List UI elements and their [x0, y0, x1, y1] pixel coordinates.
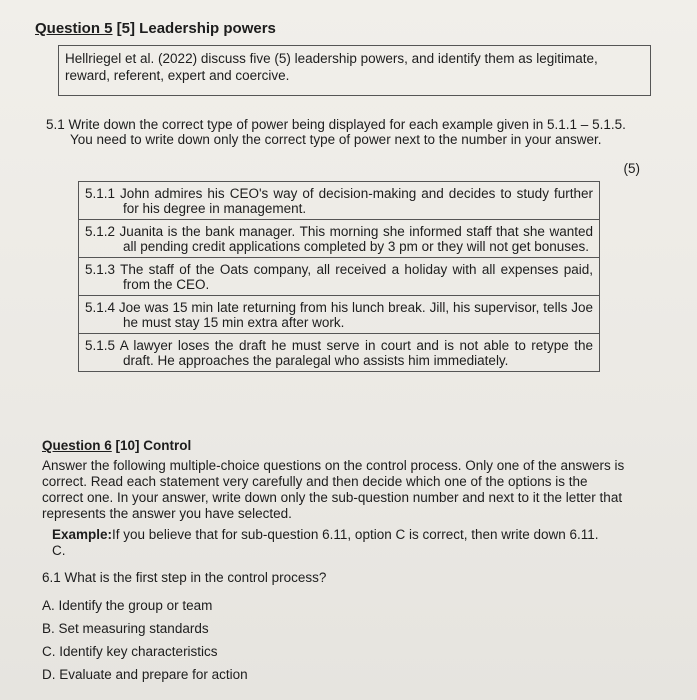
table-row: [79, 182, 600, 220]
example-5-1-2: 5.1.2 Juanita is the bank manager. This morning she informed staff that she wanted all pending credit applications completed by 3 pm or they will not get bonuses.: [85, 224, 593, 254]
example-text: If you believe that for sub-question 6.11, option C is correct, then write down 6.11. C.: [52, 527, 599, 558]
table-row: [79, 334, 600, 372]
question-5-heading: [35, 20, 276, 37]
example-label: Example:: [52, 527, 113, 542]
option-a: A. Identify the group or team: [42, 598, 213, 613]
question-5-title: [5] Leadership powers: [112, 20, 276, 37]
examples-table: [78, 181, 600, 372]
question-5-1: [46, 117, 646, 176]
table-row: [79, 220, 600, 258]
question-6-heading: [42, 438, 191, 453]
table-row: [79, 258, 600, 296]
example-note: [52, 527, 612, 559]
question-5-number: Question 5: [35, 20, 113, 37]
example-5-1-1: 5.1.1 John admires his CEO's way of decision-making and decides to study further for his degree in management.: [85, 186, 593, 216]
question-6-intro: Answer the following multiple-choice questions on the control process. Only one of the answers is correct. Read each statement very carefully and then decide which one of the options is the correct one. In your answer, write down only the sub-question number and next to it the letter that represents the answer you have selected.: [42, 458, 625, 521]
question-5-1-text: 5.1 Write down the correct type of power being displayed for each example given in 5.1.1 – 5.1.5. You need to write down only the correct type of power next to the number in your answer.: [46, 117, 626, 147]
question-5-1-marks: (5): [623, 161, 640, 176]
option-c: C. Identify key characteristics: [42, 644, 218, 659]
option-d: D. Evaluate and prepare for action: [42, 667, 248, 682]
example-5-1-5: 5.1.5 A lawyer loses the draft he must serve in court and is not able to retype the draft. He approaches the paralegal who assists him immediately.: [85, 338, 593, 368]
question-6-title: [10] Control: [111, 438, 192, 453]
option-b: B. Set measuring standards: [42, 621, 209, 636]
table-row: [79, 296, 600, 334]
question-6-1: 6.1 What is the first step in the control process?: [42, 570, 327, 585]
example-5-1-4: 5.1.4 Joe was 15 min late returning from his lunch break. Jill, his supervisor, tells Joe he must stay 15 min extra after work.: [85, 300, 593, 330]
question-5-intro-box: Hellriegel et al. (2022) discuss five (5) leadership powers, and identify them as legitimate, reward, referent, expert and coercive.: [58, 45, 651, 96]
question-6-number: Question 6: [42, 438, 112, 453]
example-5-1-3: 5.1.3 The staff of the Oats company, all received a holiday with all expenses paid, from the CEO.: [85, 262, 593, 292]
